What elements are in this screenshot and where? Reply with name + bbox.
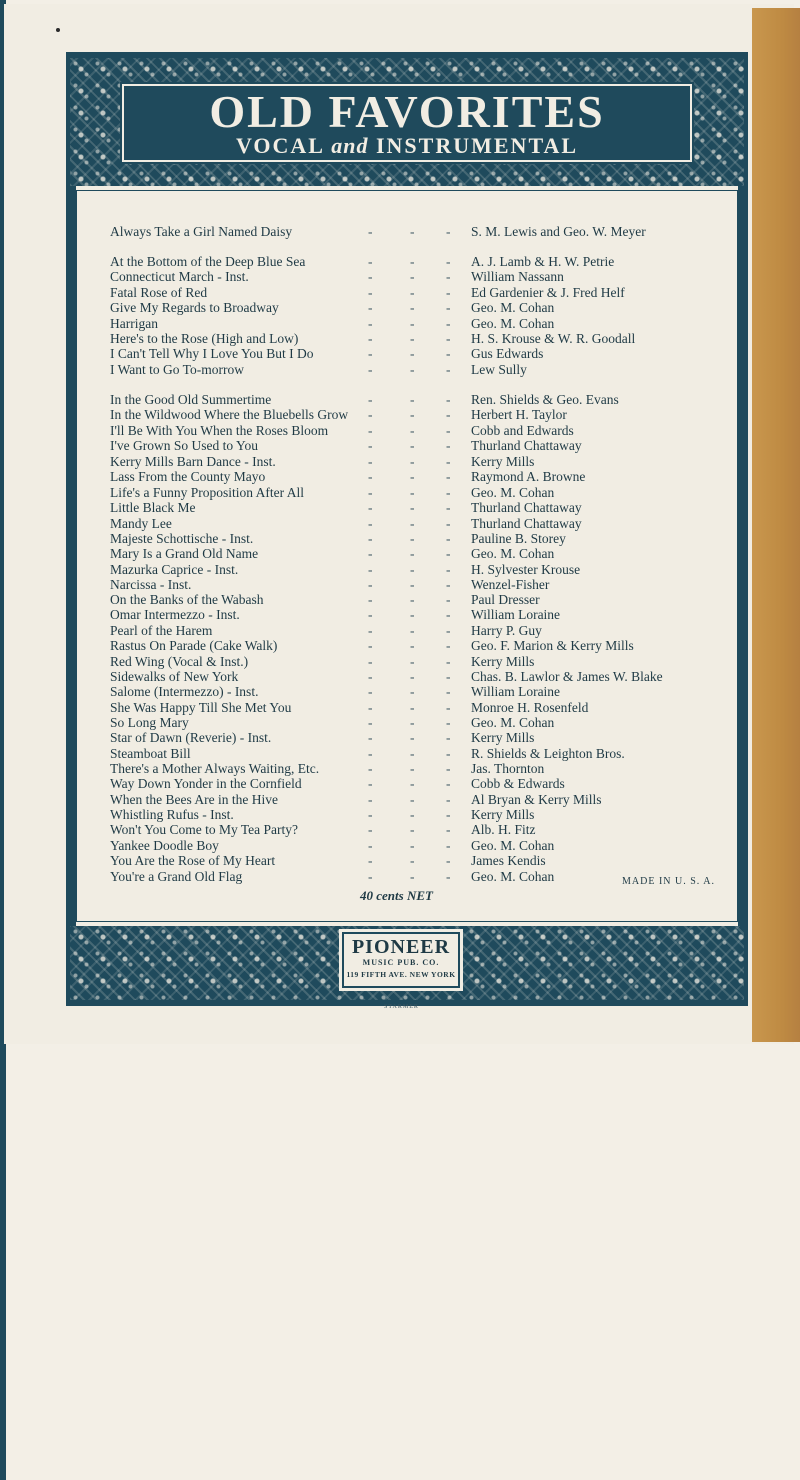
- song-author: Ren. Shields & Geo. Evans: [471, 392, 619, 407]
- song-title: Star of Dawn (Reverie) - Inst.: [110, 730, 272, 745]
- leader-dash: -: [410, 454, 415, 469]
- leader-dash: -: [446, 300, 451, 315]
- leader-dash: -: [410, 869, 415, 884]
- song-title: You Are the Rose of My Heart: [110, 853, 276, 868]
- song-row: [110, 746, 720, 762]
- song-author: H. S. Krouse & W. R. Goodall: [471, 331, 636, 346]
- song-author: Geo. M. Cohan: [471, 838, 555, 853]
- leader-dash: -: [446, 853, 451, 868]
- leader-dash: -: [446, 500, 451, 515]
- song-row: [110, 853, 720, 869]
- leader-dash: -: [446, 792, 451, 807]
- song-author: Ed Gardenier & J. Fred Helf: [471, 285, 625, 300]
- leader-dash: -: [446, 254, 451, 269]
- song-title: Here's to the Rose (High and Low): [110, 331, 299, 346]
- song-author: Thurland Chattaway: [471, 438, 582, 453]
- song-title: Mandy Lee: [110, 516, 172, 531]
- song-title: Harrigan: [110, 316, 158, 331]
- song-author: Paul Dresser: [471, 592, 540, 607]
- song-title: Salome (Intermezzo) - Inst.: [110, 684, 259, 699]
- pin-hole: [56, 28, 60, 32]
- leader-dash: -: [410, 531, 415, 546]
- song-author: William Nassann: [471, 269, 564, 284]
- leader-dash: -: [368, 362, 373, 377]
- leader-dash: -: [368, 423, 373, 438]
- leader-dash: -: [368, 531, 373, 546]
- leader-dash: -: [410, 485, 415, 500]
- leader-dash: -: [410, 577, 415, 592]
- song-title: When the Bees Are in the Hive: [110, 792, 278, 807]
- song-title: Narcissa - Inst.: [110, 577, 192, 592]
- leader-dash: -: [446, 654, 451, 669]
- song-row: [110, 224, 720, 240]
- leader-dash: -: [368, 761, 373, 776]
- leader-dash: -: [368, 438, 373, 453]
- leader-dash: -: [446, 454, 451, 469]
- song-author: James Kendis: [471, 853, 546, 868]
- song-row: [110, 776, 720, 792]
- song-author: Gus Edwards: [471, 346, 544, 361]
- song-title: Whistling Rufus - Inst.: [110, 807, 234, 822]
- song-title: In the Good Old Summertime: [110, 392, 272, 407]
- song-row: [110, 822, 720, 838]
- leader-dash: -: [410, 838, 415, 853]
- leader-dash: -: [410, 592, 415, 607]
- song-title: Little Black Me: [110, 500, 196, 515]
- leader-dash: -: [368, 516, 373, 531]
- song-title: Life's a Funny Proposition After All: [110, 485, 305, 500]
- leader-dash: -: [446, 485, 451, 500]
- price-label: 40 cents NET: [360, 888, 433, 903]
- leader-dash: -: [446, 392, 451, 407]
- song-author: Geo. M. Cohan: [471, 300, 555, 315]
- leader-dash: -: [446, 316, 451, 331]
- leader-dash: -: [410, 362, 415, 377]
- song-title: Majeste Schottische - Inst.: [110, 531, 254, 546]
- leader-dash: -: [446, 516, 451, 531]
- song-title: Way Down Yonder in the Cornfield: [110, 776, 302, 791]
- song-row: [110, 761, 720, 777]
- leader-dash: -: [446, 807, 451, 822]
- song-title: Red Wing (Vocal & Inst.): [110, 654, 249, 669]
- song-row: [110, 346, 720, 362]
- leader-dash: -: [410, 300, 415, 315]
- song-author: Geo. F. Marion & Kerry Mills: [471, 638, 634, 653]
- leader-dash: -: [410, 746, 415, 761]
- leader-dash: -: [368, 500, 373, 515]
- song-row: [110, 300, 720, 316]
- song-title: You're a Grand Old Flag: [110, 869, 243, 884]
- leader-dash: -: [368, 392, 373, 407]
- song-title: In the Wildwood Where the Bluebells Grow: [110, 407, 349, 422]
- song-row: [110, 362, 720, 378]
- leader-dash: -: [368, 623, 373, 638]
- song-author: A. J. Lamb & H. W. Petrie: [471, 254, 615, 269]
- song-title: Lass From the County Mayo: [110, 469, 266, 484]
- leader-dash: -: [368, 776, 373, 791]
- leader-dash: -: [410, 516, 415, 531]
- song-author: S. M. Lewis and Geo. W. Meyer: [471, 224, 646, 239]
- leader-dash: -: [368, 546, 373, 561]
- leader-dash: -: [368, 822, 373, 837]
- song-author: R. Shields & Leighton Bros.: [471, 746, 625, 761]
- song-row: [110, 654, 720, 670]
- leader-dash: -: [368, 669, 373, 684]
- song-row: [110, 516, 720, 532]
- leader-dash: -: [446, 638, 451, 653]
- leader-dash: -: [368, 715, 373, 730]
- title-banner: [122, 84, 692, 162]
- song-row: [110, 392, 720, 408]
- leader-dash: -: [368, 469, 373, 484]
- song-row: [110, 438, 720, 454]
- leader-dash: -: [410, 607, 415, 622]
- made-in-label: MADE IN U. S. A.: [622, 876, 715, 887]
- leader-dash: -: [446, 869, 451, 884]
- song-title: So Long Mary: [110, 715, 189, 730]
- song-author: Jas. Thornton: [471, 761, 545, 776]
- leader-dash: -: [368, 454, 373, 469]
- leader-dash: -: [446, 592, 451, 607]
- leader-dash: -: [410, 715, 415, 730]
- binding-tape: [752, 8, 800, 1042]
- leader-dash: -: [446, 623, 451, 638]
- publisher-address: 119 FIFTH AVE. NEW YORK: [346, 970, 456, 979]
- song-row: [110, 469, 720, 485]
- leader-dash: -: [368, 654, 373, 669]
- song-title: Connecticut March - Inst.: [110, 269, 249, 284]
- song-author: Raymond A. Browne: [471, 469, 586, 484]
- leader-dash: -: [410, 761, 415, 776]
- song-author: Herbert H. Taylor: [471, 407, 567, 422]
- leader-dash: -: [446, 423, 451, 438]
- leader-dash: -: [446, 822, 451, 837]
- song-author: Geo. M. Cohan: [471, 485, 555, 500]
- song-row: [110, 607, 720, 623]
- song-title: Won't You Come to My Tea Party?: [110, 822, 299, 837]
- leader-dash: -: [446, 746, 451, 761]
- song-author: Lew Sully: [471, 362, 527, 377]
- song-title: At the Bottom of the Deep Blue Sea: [110, 254, 306, 269]
- song-author: Kerry Mills: [471, 730, 535, 745]
- song-row: [110, 254, 720, 270]
- song-row: [110, 807, 720, 823]
- leader-dash: -: [410, 684, 415, 699]
- song-author: Thurland Chattaway: [471, 500, 582, 515]
- leader-dash: -: [446, 362, 451, 377]
- leader-dash: -: [368, 869, 373, 884]
- song-title: Rastus On Parade (Cake Walk): [110, 638, 278, 653]
- song-row: [110, 684, 720, 700]
- song-row: [110, 316, 720, 332]
- song-row: [110, 715, 720, 731]
- leader-dash: -: [446, 776, 451, 791]
- leader-dash: -: [410, 407, 415, 422]
- leader-dash: -: [410, 792, 415, 807]
- leader-dash: -: [446, 577, 451, 592]
- song-author: Kerry Mills: [471, 807, 535, 822]
- song-title: Mary Is a Grand Old Name: [110, 546, 259, 561]
- leader-dash: -: [446, 331, 451, 346]
- song-title: I Want to Go To-morrow: [110, 362, 244, 377]
- song-title: I'll Be With You When the Roses Bloom: [110, 423, 329, 438]
- song-title: Fatal Rose of Red: [110, 285, 208, 300]
- song-row: [110, 700, 720, 716]
- leader-dash: -: [368, 838, 373, 853]
- leader-dash: -: [368, 300, 373, 315]
- leader-dash: -: [446, 269, 451, 284]
- leader-dash: -: [368, 562, 373, 577]
- song-row: [110, 454, 720, 470]
- leader-dash: -: [410, 438, 415, 453]
- leader-dash: -: [410, 331, 415, 346]
- leader-dash: -: [410, 546, 415, 561]
- leader-dash: -: [368, 577, 373, 592]
- song-author: William Loraine: [471, 607, 561, 622]
- song-author: Cobb & Edwards: [471, 776, 565, 791]
- song-row: [110, 546, 720, 562]
- song-row: [110, 269, 720, 285]
- leader-dash: -: [368, 730, 373, 745]
- song-row: [110, 838, 720, 854]
- song-row: [110, 623, 720, 639]
- leader-dash: -: [410, 623, 415, 638]
- song-row: [110, 792, 720, 808]
- leader-dash: -: [368, 592, 373, 607]
- song-row: [110, 331, 720, 347]
- leader-dash: -: [410, 392, 415, 407]
- song-author: Pauline B. Storey: [471, 531, 566, 546]
- leader-dash: -: [368, 346, 373, 361]
- leader-dash: -: [368, 638, 373, 653]
- song-row: [110, 638, 720, 654]
- song-title: Omar Intermezzo - Inst.: [110, 607, 240, 622]
- song-author: William Loraine: [471, 684, 561, 699]
- leader-dash: -: [368, 224, 373, 239]
- leader-dash: -: [410, 316, 415, 331]
- leader-dash: -: [368, 331, 373, 346]
- leader-dash: -: [410, 224, 415, 239]
- leader-dash: -: [368, 254, 373, 269]
- leader-dash: -: [446, 469, 451, 484]
- leader-dash: -: [410, 346, 415, 361]
- leader-dash: -: [410, 669, 415, 684]
- leader-dash: -: [446, 531, 451, 546]
- leader-dash: -: [368, 407, 373, 422]
- leader-dash: -: [446, 607, 451, 622]
- song-row: [110, 562, 720, 578]
- song-author: Alb. H. Fitz: [471, 822, 536, 837]
- song-title: Always Take a Girl Named Daisy: [110, 224, 293, 239]
- leader-dash: -: [446, 700, 451, 715]
- leader-dash: -: [410, 254, 415, 269]
- subtitle-instrumental: INSTRUMENTAL: [375, 133, 579, 158]
- leader-dash: -: [446, 669, 451, 684]
- leader-dash: -: [368, 807, 373, 822]
- song-author: Geo. M. Cohan: [471, 316, 555, 331]
- page-subtitle: [124, 134, 690, 158]
- song-author: Thurland Chattaway: [471, 516, 582, 531]
- song-title: Sidewalks of New York: [110, 669, 239, 684]
- song-author: Chas. B. Lawlor & James W. Blake: [471, 669, 663, 684]
- leader-dash: -: [410, 423, 415, 438]
- leader-dash: -: [410, 822, 415, 837]
- leader-dash: -: [368, 316, 373, 331]
- leader-dash: -: [368, 269, 373, 284]
- leader-dash: -: [446, 438, 451, 453]
- song-author: Cobb and Edwards: [471, 423, 574, 438]
- leader-dash: -: [368, 792, 373, 807]
- leader-dash: -: [410, 700, 415, 715]
- subtitle-vocal: VOCAL: [235, 133, 324, 158]
- leader-dash: -: [410, 269, 415, 284]
- song-title: I've Grown So Used to You: [110, 438, 258, 453]
- leader-dash: -: [446, 562, 451, 577]
- leader-dash: -: [446, 761, 451, 776]
- leader-dash: -: [446, 285, 451, 300]
- song-title: Give My Regards to Broadway: [110, 300, 279, 315]
- song-row: [110, 531, 720, 547]
- song-author: Geo. M. Cohan: [471, 869, 555, 884]
- leader-dash: -: [410, 469, 415, 484]
- song-author: Geo. M. Cohan: [471, 715, 555, 730]
- song-title: On the Banks of the Wabash: [110, 592, 264, 607]
- song-author: Kerry Mills: [471, 654, 535, 669]
- leader-dash: -: [446, 730, 451, 745]
- leader-dash: -: [410, 500, 415, 515]
- song-title: Pearl of the Harem: [110, 623, 213, 638]
- song-author: Monroe H. Rosenfeld: [471, 700, 589, 715]
- song-title: There's a Mother Always Waiting, Etc.: [110, 761, 320, 776]
- song-row: [110, 730, 720, 746]
- leader-dash: -: [410, 654, 415, 669]
- leader-dash: -: [410, 638, 415, 653]
- leader-dash: -: [446, 838, 451, 853]
- leader-dash: -: [446, 407, 451, 422]
- leader-dash: -: [410, 776, 415, 791]
- page-title: OLD FAVORITES: [209, 86, 605, 137]
- leader-dash: -: [368, 485, 373, 500]
- leader-dash: -: [368, 746, 373, 761]
- leader-dash: -: [368, 853, 373, 868]
- song-title: She Was Happy Till She Met You: [110, 700, 292, 715]
- leader-dash: -: [446, 684, 451, 699]
- leader-dash: -: [446, 224, 451, 239]
- song-row: [110, 500, 720, 516]
- song-row: [110, 669, 720, 685]
- leader-dash: -: [368, 607, 373, 622]
- leader-dash: -: [410, 807, 415, 822]
- song-author: Geo. M. Cohan: [471, 546, 555, 561]
- song-row: [110, 592, 720, 608]
- song-title: Steamboat Bill: [110, 746, 191, 761]
- song-author: H. Sylvester Krouse: [471, 562, 581, 577]
- song-author: Wenzel-Fisher: [471, 577, 550, 592]
- leader-dash: -: [368, 700, 373, 715]
- engraver-signature: STARMER: [384, 1004, 419, 1010]
- leader-dash: -: [368, 684, 373, 699]
- leader-dash: -: [410, 562, 415, 577]
- song-row: [110, 407, 720, 423]
- leader-dash: -: [446, 346, 451, 361]
- publisher-name: PIONEER: [351, 936, 451, 958]
- song-row: [110, 423, 720, 439]
- leader-dash: -: [446, 546, 451, 561]
- song-author: Harry P. Guy: [471, 623, 542, 638]
- leader-dash: -: [368, 285, 373, 300]
- song-row: [110, 485, 720, 501]
- leader-dash: -: [410, 285, 415, 300]
- song-title: I Can't Tell Why I Love You But I Do: [110, 346, 314, 361]
- song-title: Yankee Doodle Boy: [110, 838, 219, 853]
- song-title: Mazurka Caprice - Inst.: [110, 562, 239, 577]
- subtitle-and: and: [331, 133, 369, 158]
- publisher-company: MUSIC PUB. CO.: [362, 958, 440, 967]
- song-title: Kerry Mills Barn Dance - Inst.: [110, 454, 276, 469]
- song-row: [110, 285, 720, 301]
- song-author: Al Bryan & Kerry Mills: [471, 792, 602, 807]
- publisher-logo: [342, 932, 460, 988]
- leader-dash: -: [446, 715, 451, 730]
- leader-dash: -: [410, 853, 415, 868]
- song-row: [110, 577, 720, 593]
- leader-dash: -: [410, 730, 415, 745]
- song-author: Kerry Mills: [471, 454, 535, 469]
